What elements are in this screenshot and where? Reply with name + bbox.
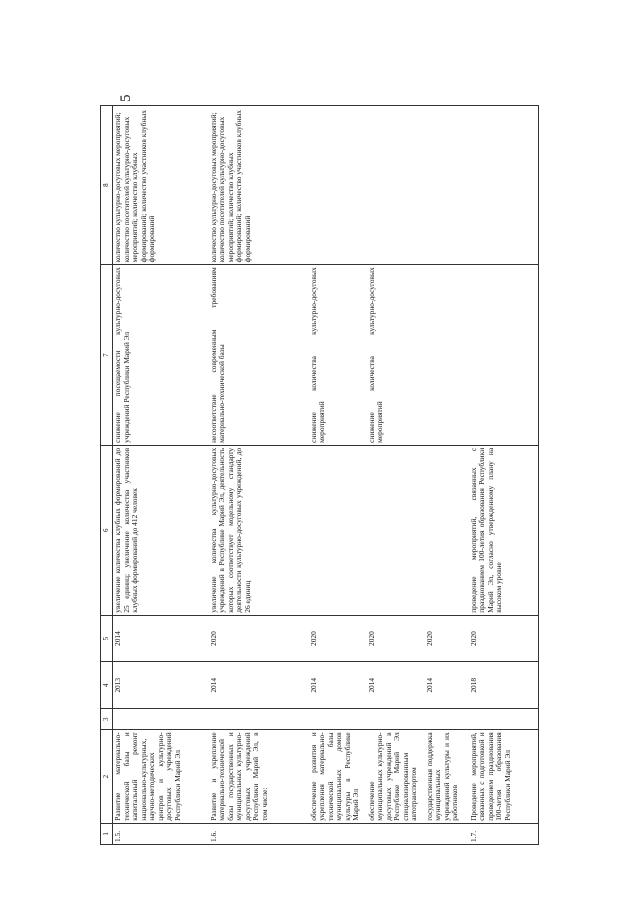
activity-cell: Развитие материально-технической базы и капитальный ремонт национально-культурных, научно-методических центров и культурно-досуговых учреждений Республики Марий Эл xyxy=(113,730,209,823)
table-row xyxy=(425,106,469,845)
row-number: 1.5. xyxy=(113,823,209,844)
executor-cell xyxy=(367,709,425,730)
header-cell-8: 8 xyxy=(101,106,113,265)
executor-cell xyxy=(309,709,367,730)
start-year-cell: 2014 xyxy=(309,662,367,709)
table-body xyxy=(113,106,539,845)
executor-cell xyxy=(425,709,469,730)
activity-cell: Проведение мероприятий, связанных с подготовкой и проведением празднования 100-летия образования Республики Марий Эл xyxy=(469,730,539,823)
table-row xyxy=(469,106,539,845)
result-cell: увеличение количества клубных формирований до 25 единиц; увеличение количества участников клубных формирований до 412 человек xyxy=(113,445,209,615)
header-cell-3: 3 xyxy=(101,709,113,730)
consequences-cell: снижение количества культурно-досуговых мероприятий xyxy=(367,265,425,446)
header-cell-4: 4 xyxy=(101,662,113,709)
start-year-cell: 2013 xyxy=(113,662,209,709)
row-number: 1.7. xyxy=(469,823,539,844)
executor-cell xyxy=(113,709,209,730)
consequences-cell: несоответствие современным требованиям материально-технической базы xyxy=(209,265,309,446)
page-number: 5 xyxy=(118,94,134,102)
header-cell-1: 1 xyxy=(101,823,113,844)
table-row xyxy=(309,106,367,845)
end-year-cell: 2020 xyxy=(209,615,309,662)
activity-cell: обеспечение муниципальных культурно-досуговых учреждений в Республике Марий Эл специализированным автотранспортом xyxy=(367,730,425,823)
table-row xyxy=(367,106,425,845)
table-row xyxy=(209,106,309,845)
header-cell-7: 7 xyxy=(101,265,113,446)
table-row xyxy=(113,106,209,845)
indicators-cell xyxy=(425,106,469,265)
result-cell: проведение мероприятий, связанных с празднованием 100-летия образования Республики Марий Эл, согласно утвержденному плану на высоком уровне xyxy=(469,445,539,615)
header-row xyxy=(101,106,113,845)
activity-cell: государственная поддержка муниципальных учреждений культуры и их работников xyxy=(425,730,469,823)
header-cell-5: 5 xyxy=(101,615,113,662)
document-sheet xyxy=(100,105,540,845)
end-year-cell: 2020 xyxy=(469,615,539,662)
indicators-cell xyxy=(309,106,367,265)
indicators-cell: количество культурно-досуговых мероприятий; количество посетителей культурно-досуговых мероприятий; количество клубных формирований; количество участников клубных формирований xyxy=(209,106,309,265)
end-year-cell: 2020 xyxy=(367,615,425,662)
activity-cell: обеспечение развития и укрепления материально-технической базы муниципальных домов культуры в Республике Марий Эл xyxy=(309,730,367,823)
end-year-cell: 2020 xyxy=(309,615,367,662)
indicators-cell: количество культурно-досуговых мероприятий; количество посетителей культурно-досуговых мероприятий; количество клубных формирований; количество участников клубных формирований xyxy=(113,106,209,265)
header-cell-2: 2 xyxy=(101,730,113,823)
program-table xyxy=(100,105,539,845)
start-year-cell: 2014 xyxy=(367,662,425,709)
result-cell xyxy=(367,445,425,615)
executor-cell xyxy=(209,709,309,730)
row-number xyxy=(309,823,367,844)
table-header xyxy=(101,106,113,845)
consequences-cell: снижение количества культурно-досуговых мероприятий xyxy=(309,265,367,446)
indicators-cell xyxy=(469,106,539,265)
consequences-cell xyxy=(469,265,539,446)
end-year-cell: 2020 xyxy=(425,615,469,662)
result-cell xyxy=(425,445,469,615)
start-year-cell: 2014 xyxy=(209,662,309,709)
activity-cell: Развитие и укрепление материально-технической базы государственных и муниципальных культурно-досуговых учреждений Республики Марий Эл, в том числе: xyxy=(209,730,309,823)
end-year-cell: 2014 xyxy=(113,615,209,662)
row-number xyxy=(425,823,469,844)
row-number xyxy=(367,823,425,844)
start-year-cell: 2014 xyxy=(425,662,469,709)
result-cell: увеличение количества культурно-досуговых учреждений в Республике Марий Эл, деятельность которых соответствует модельному стандарту деятельности культурно-досуговых учреждений, до 26 единиц xyxy=(209,445,309,615)
indicators-cell xyxy=(367,106,425,265)
result-cell xyxy=(309,445,367,615)
consequences-cell: снижение посещаемости культурно-досуговых учреждений Республики Марий Эл xyxy=(113,265,209,446)
start-year-cell: 2018 xyxy=(469,662,539,709)
row-number: 1.6. xyxy=(209,823,309,844)
header-cell-6: 6 xyxy=(101,445,113,615)
consequences-cell xyxy=(425,265,469,446)
executor-cell xyxy=(469,709,539,730)
